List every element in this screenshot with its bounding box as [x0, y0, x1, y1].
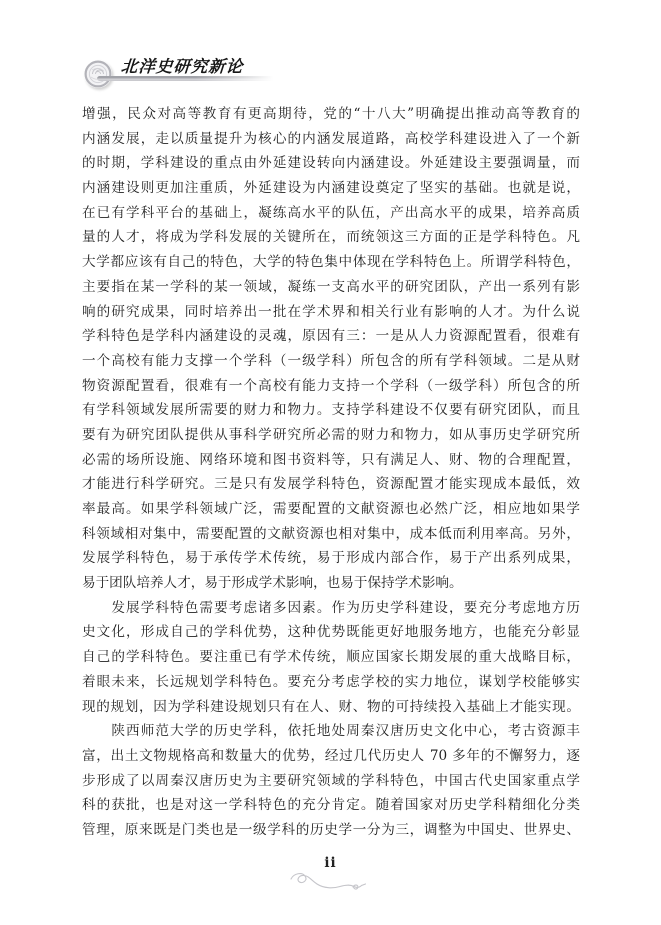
text-line: 响的研究成果，同时培养出一批在学术界和相关行业有影响的人才。为什么说: [82, 303, 580, 320]
paragraph: [82, 102, 580, 596]
text-line: 陕西师范大学的历史学科，依托地处周秦汉唐历史文化中心，考古资源丰: [82, 723, 580, 740]
page-body: [82, 102, 580, 843]
text-line: 增强，民众对高等教育有更高期待，党的“十八大”明确提出推动高等教育的: [82, 106, 580, 122]
text-line: 管理，原来既是门类也是一级学科的历史学一分为三，调整为中国史、世界史、: [82, 821, 580, 838]
coin-seal-icon: [84, 60, 112, 88]
text-line: 量的人才，将成为学科发展的关键所在，而统领这三方面的正是学科特色。凡: [82, 229, 580, 246]
text-line: 内涵建设则更加注重质，外延建设为内涵建设奠定了坚实的基础。也就是说，: [82, 180, 580, 197]
text-line: 有学科领域发展所需要的财力和物力。支持学科建设不仅要有研究团队，而且: [82, 402, 580, 419]
text-line: 易于团队培养人才，易于形成学术影响，也易于保持学术影响。: [82, 575, 463, 592]
coin-seal-icon-svg: [84, 60, 112, 88]
paragraph: [82, 596, 580, 719]
text-line: 的时期，学科建设的重点由外延建设转向内涵建设。外延建设主要强调量，而: [82, 155, 580, 172]
page-number: ii: [324, 855, 337, 871]
text-line: 学科特色是学科内涵建设的灵魂，原因有三：一是从人力资源配置看，很难有: [82, 328, 580, 345]
text-line: 率最高。如果学科领域广泛，需要配置的文献资源也必然广泛，相应地如果学: [82, 501, 580, 517]
text-line: 史文化，形成自己的学科优势，这种优势既能更好地服务地方，也能充分彰显: [82, 624, 580, 641]
text-line: 步形成了以周秦汉唐历史为主要研究领域的学科特色，中国古代史国家重点学: [82, 772, 580, 789]
text-line: 物资源配置看，很难有一个高校有能力支持一个学科（一级学科）所包含的所: [82, 377, 580, 394]
text-line: 富，出土文物规格高和数量大的优势，经过几代历史人 70 多年的不懈努力，逐: [82, 747, 580, 764]
text-line: 发展学科特色，易于承传学术传统，易于形成内部合作，易于产出系列成果，: [82, 550, 580, 567]
text-line: 在已有学科平台的基础上，凝练高水平的队伍，产出高水平的成果，培养高质: [82, 204, 580, 221]
text-line: 着眼未来，长远规划学科特色。要充分考虑学校的实力地位，谋划学校能够实: [82, 673, 580, 690]
text-line: 现的规划，因为学科建设规划只有在人、财、物的可持续投入基础上才能实现。: [82, 698, 580, 715]
text-line: 必需的场所设施、网络环境和图书资料等，只有满足人、财、物的合理配置，: [82, 451, 580, 468]
text-line: 要有为研究团队提供从事科学研究所必需的财力和物力，如从事历史学研究所: [82, 426, 580, 443]
text-line: 科领域相对集中，需要配置的文献资源也相对集中，成本低而利用率高。另外，: [82, 525, 580, 542]
footer-flourish-icon-svg: [287, 871, 371, 895]
text-line: 主要指在某一学科的某一领域，凝练一支高水平的研究团队，产出一系列有影: [82, 278, 580, 295]
text-line: 才能进行科学研究。三是只有发展学科特色，资源配置才能实现成本最低，效: [82, 476, 580, 493]
text-line: 发展学科特色需要考虑诸多因素。作为历史学科建设，要充分考虑地方历: [82, 599, 580, 616]
text-line: 一个高校有能力支撑一个学科（一级学科）所包含的所有学科领域。二是从财: [82, 352, 580, 369]
paragraph: [82, 719, 580, 842]
text-line: 内涵发展，走以质量提升为核心的内涵发展道路，高校学科建设进入了一个新: [82, 130, 580, 147]
header-rule: [97, 76, 275, 81]
text-line: 科的获批，也是对这一学科特色的充分肯定。随着国家对历史学科精细化分类: [82, 797, 580, 814]
text-line: 大学都应该有自己的特色，大学的特色集中体现在学科特色上。所谓学科特色，: [82, 254, 580, 271]
page-header-book-title: 北洋史研究新论: [120, 57, 245, 76]
footer-flourish-icon: [287, 871, 371, 895]
text-line: 自己的学科特色。要注重已有学术传统，顺应国家长期发展的重大战略目标，: [82, 649, 580, 666]
